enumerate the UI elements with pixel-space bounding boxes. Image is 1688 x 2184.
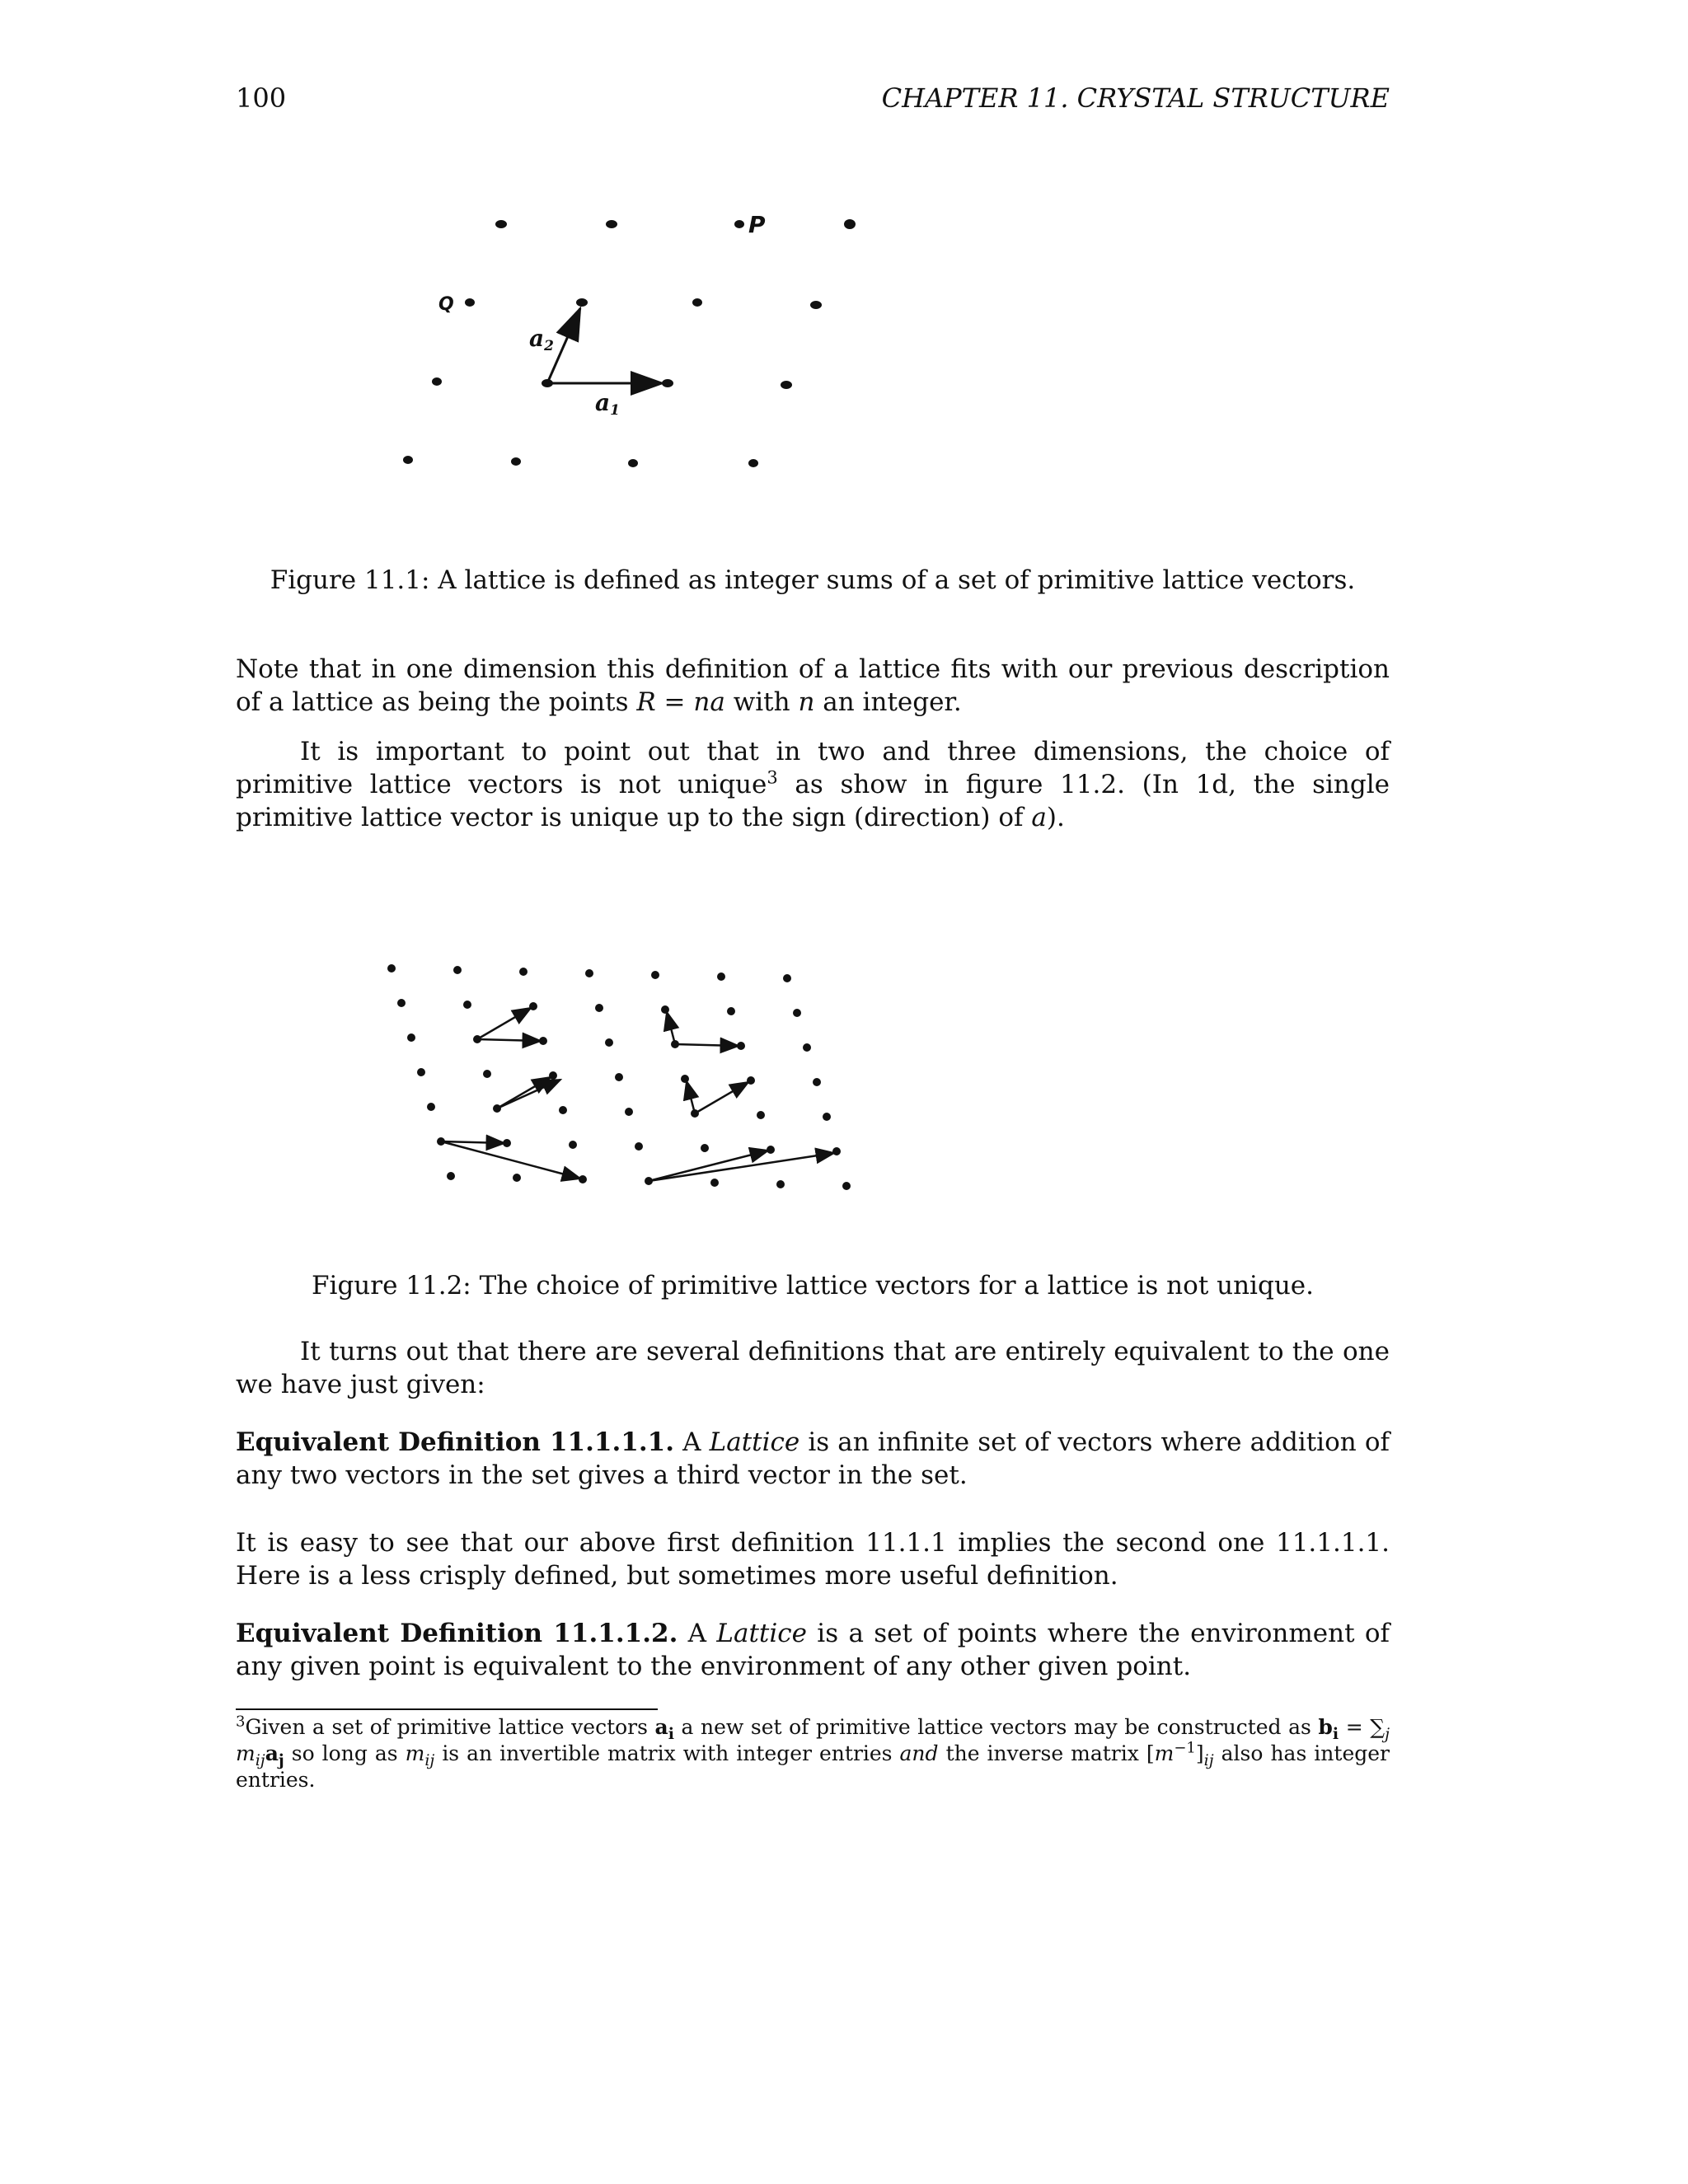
lattice-point: [447, 1172, 455, 1180]
lattice-point: [662, 379, 673, 387]
lattice-point: [783, 974, 791, 982]
figure-11-2: [379, 940, 890, 1203]
lattice-point: [793, 1009, 801, 1017]
lattice-point: [803, 1043, 811, 1052]
lattice-point: [417, 1068, 425, 1076]
definition-11-1-1-2: Equivalent Definition 11.1.1.2. A Lattice is a set of points where the environment of any given point is equivalent to the environment of any other given point.: [236, 1619, 1390, 1681]
lattice-point: [407, 1033, 415, 1042]
lattice-point: [734, 220, 744, 228]
footnote-3: $^3$Given a set of primitive lattice vectors $a_i$ a new set of primitive lattice vectors may be constructed as $b_i = \sum_j$ $m_{ij}a_j$ so long as $m_{ij}$ is an invertible matrix with integer entries and the inverse matrix $[m^{-1}]_{ij}$ also has integer entries.: [236, 1713, 1390, 1792]
lattice-point: [615, 1073, 623, 1081]
lattice-point: [432, 377, 442, 386]
label-a2: a2: [529, 325, 554, 354]
lattice-point: [844, 219, 856, 229]
vector: [675, 1044, 738, 1046]
vector: [497, 1080, 560, 1108]
lattice-point: [403, 456, 413, 464]
lattice-point: [810, 301, 822, 309]
lattice-point: [781, 381, 792, 389]
lattice-point: [651, 971, 659, 979]
lattice-point: [628, 459, 638, 467]
lattice-point: [842, 1182, 851, 1190]
paragraph-nonunique: It is important to point out that in two and three dimensions, the choice of primitive lattice vectors is not unique$^3$ as show in figure 11.2. (In 1d, the single primitive lattice vector is unique up to the sign (direction) of a).: [236, 737, 1390, 832]
lattice-point: [463, 1001, 471, 1009]
vector: [687, 1081, 695, 1113]
page-number: 100: [236, 82, 287, 114]
lattice-point: [681, 1075, 689, 1083]
lattice-point: [453, 966, 462, 974]
figure-11-1: [379, 198, 907, 494]
lattice-point: [813, 1078, 821, 1086]
lattice-point: [606, 220, 617, 228]
lattice-diagram: [379, 198, 907, 494]
definition-11-1-1-1: Equivalent Definition 11.1.1.1. A Lattice is an infinite set of vectors where addition of any two vectors in the set gives a third vector in the set.: [236, 1427, 1390, 1490]
label-p: P: [748, 211, 766, 238]
lattice-point: [576, 298, 588, 307]
lattice-point: [823, 1113, 831, 1121]
label-q: Q: [438, 294, 454, 315]
lattice-point: [757, 1111, 765, 1119]
paragraph-implication: It is easy to see that our above first definition 11.1.1 implies the second one 11.1.1.1. Here is a less crisply defined, but sometimes more useful definition.: [236, 1528, 1390, 1591]
lattice-point: [585, 969, 593, 977]
lattice-point: [710, 1179, 719, 1187]
vector: [441, 1141, 580, 1179]
lattice-point: [661, 1005, 669, 1014]
label-a1: a1: [595, 389, 620, 419]
lattice-point: [511, 457, 521, 466]
lattice-point: [701, 1144, 709, 1152]
lattice-point: [692, 298, 702, 307]
running-head: CHAPTER 11. CRYSTAL STRUCTURE: [881, 82, 1390, 114]
lattice-point: [397, 999, 406, 1007]
paragraph-equivalent-definitions: It turns out that there are several definitions that are entirely equivalent to the one we have just given:: [236, 1337, 1390, 1399]
vector: [667, 1012, 675, 1044]
nonunique-vectors-diagram: [379, 940, 890, 1203]
figure-11-2-caption: Figure 11.2: The choice of primitive lattice vectors for a lattice is not unique.: [312, 1271, 1314, 1301]
lattice-point: [776, 1180, 785, 1188]
lattice-point: [832, 1147, 841, 1155]
vector: [477, 1039, 541, 1041]
lattice-point: [717, 972, 725, 981]
paragraph-1d-definition: Note that in one dimension this definition of a lattice fits with our previous description of a lattice as being the points R = na with n an integer.: [236, 654, 1390, 717]
footnote-rule: [236, 1708, 658, 1710]
lattice-point: [495, 220, 507, 228]
lattice-point: [748, 459, 758, 467]
lattice-point: [727, 1007, 735, 1015]
vector: [477, 1008, 531, 1039]
lattice-point: [595, 1004, 603, 1012]
footnote-marker[interactable]: 3: [767, 767, 778, 788]
figure-11-1-caption: Figure 11.1: A lattice is defined as integer sums of a set of primitive lattice vectors.: [270, 565, 1356, 595]
lattice-points: [403, 219, 856, 467]
lattice-points: [387, 964, 851, 1190]
vector-pairs: [441, 1008, 834, 1181]
lattice-point: [483, 1070, 491, 1078]
lattice-point: [387, 964, 396, 972]
lattice-point: [519, 968, 528, 976]
lattice-point: [569, 1141, 577, 1149]
vector: [695, 1082, 748, 1113]
vector: [441, 1141, 504, 1143]
lattice-point: [427, 1103, 435, 1111]
lattice-point: [559, 1106, 567, 1114]
lattice-point: [605, 1038, 613, 1047]
lattice-point: [465, 298, 475, 307]
lattice-point: [625, 1108, 633, 1116]
lattice-point: [513, 1174, 521, 1182]
lattice-point: [635, 1142, 643, 1151]
